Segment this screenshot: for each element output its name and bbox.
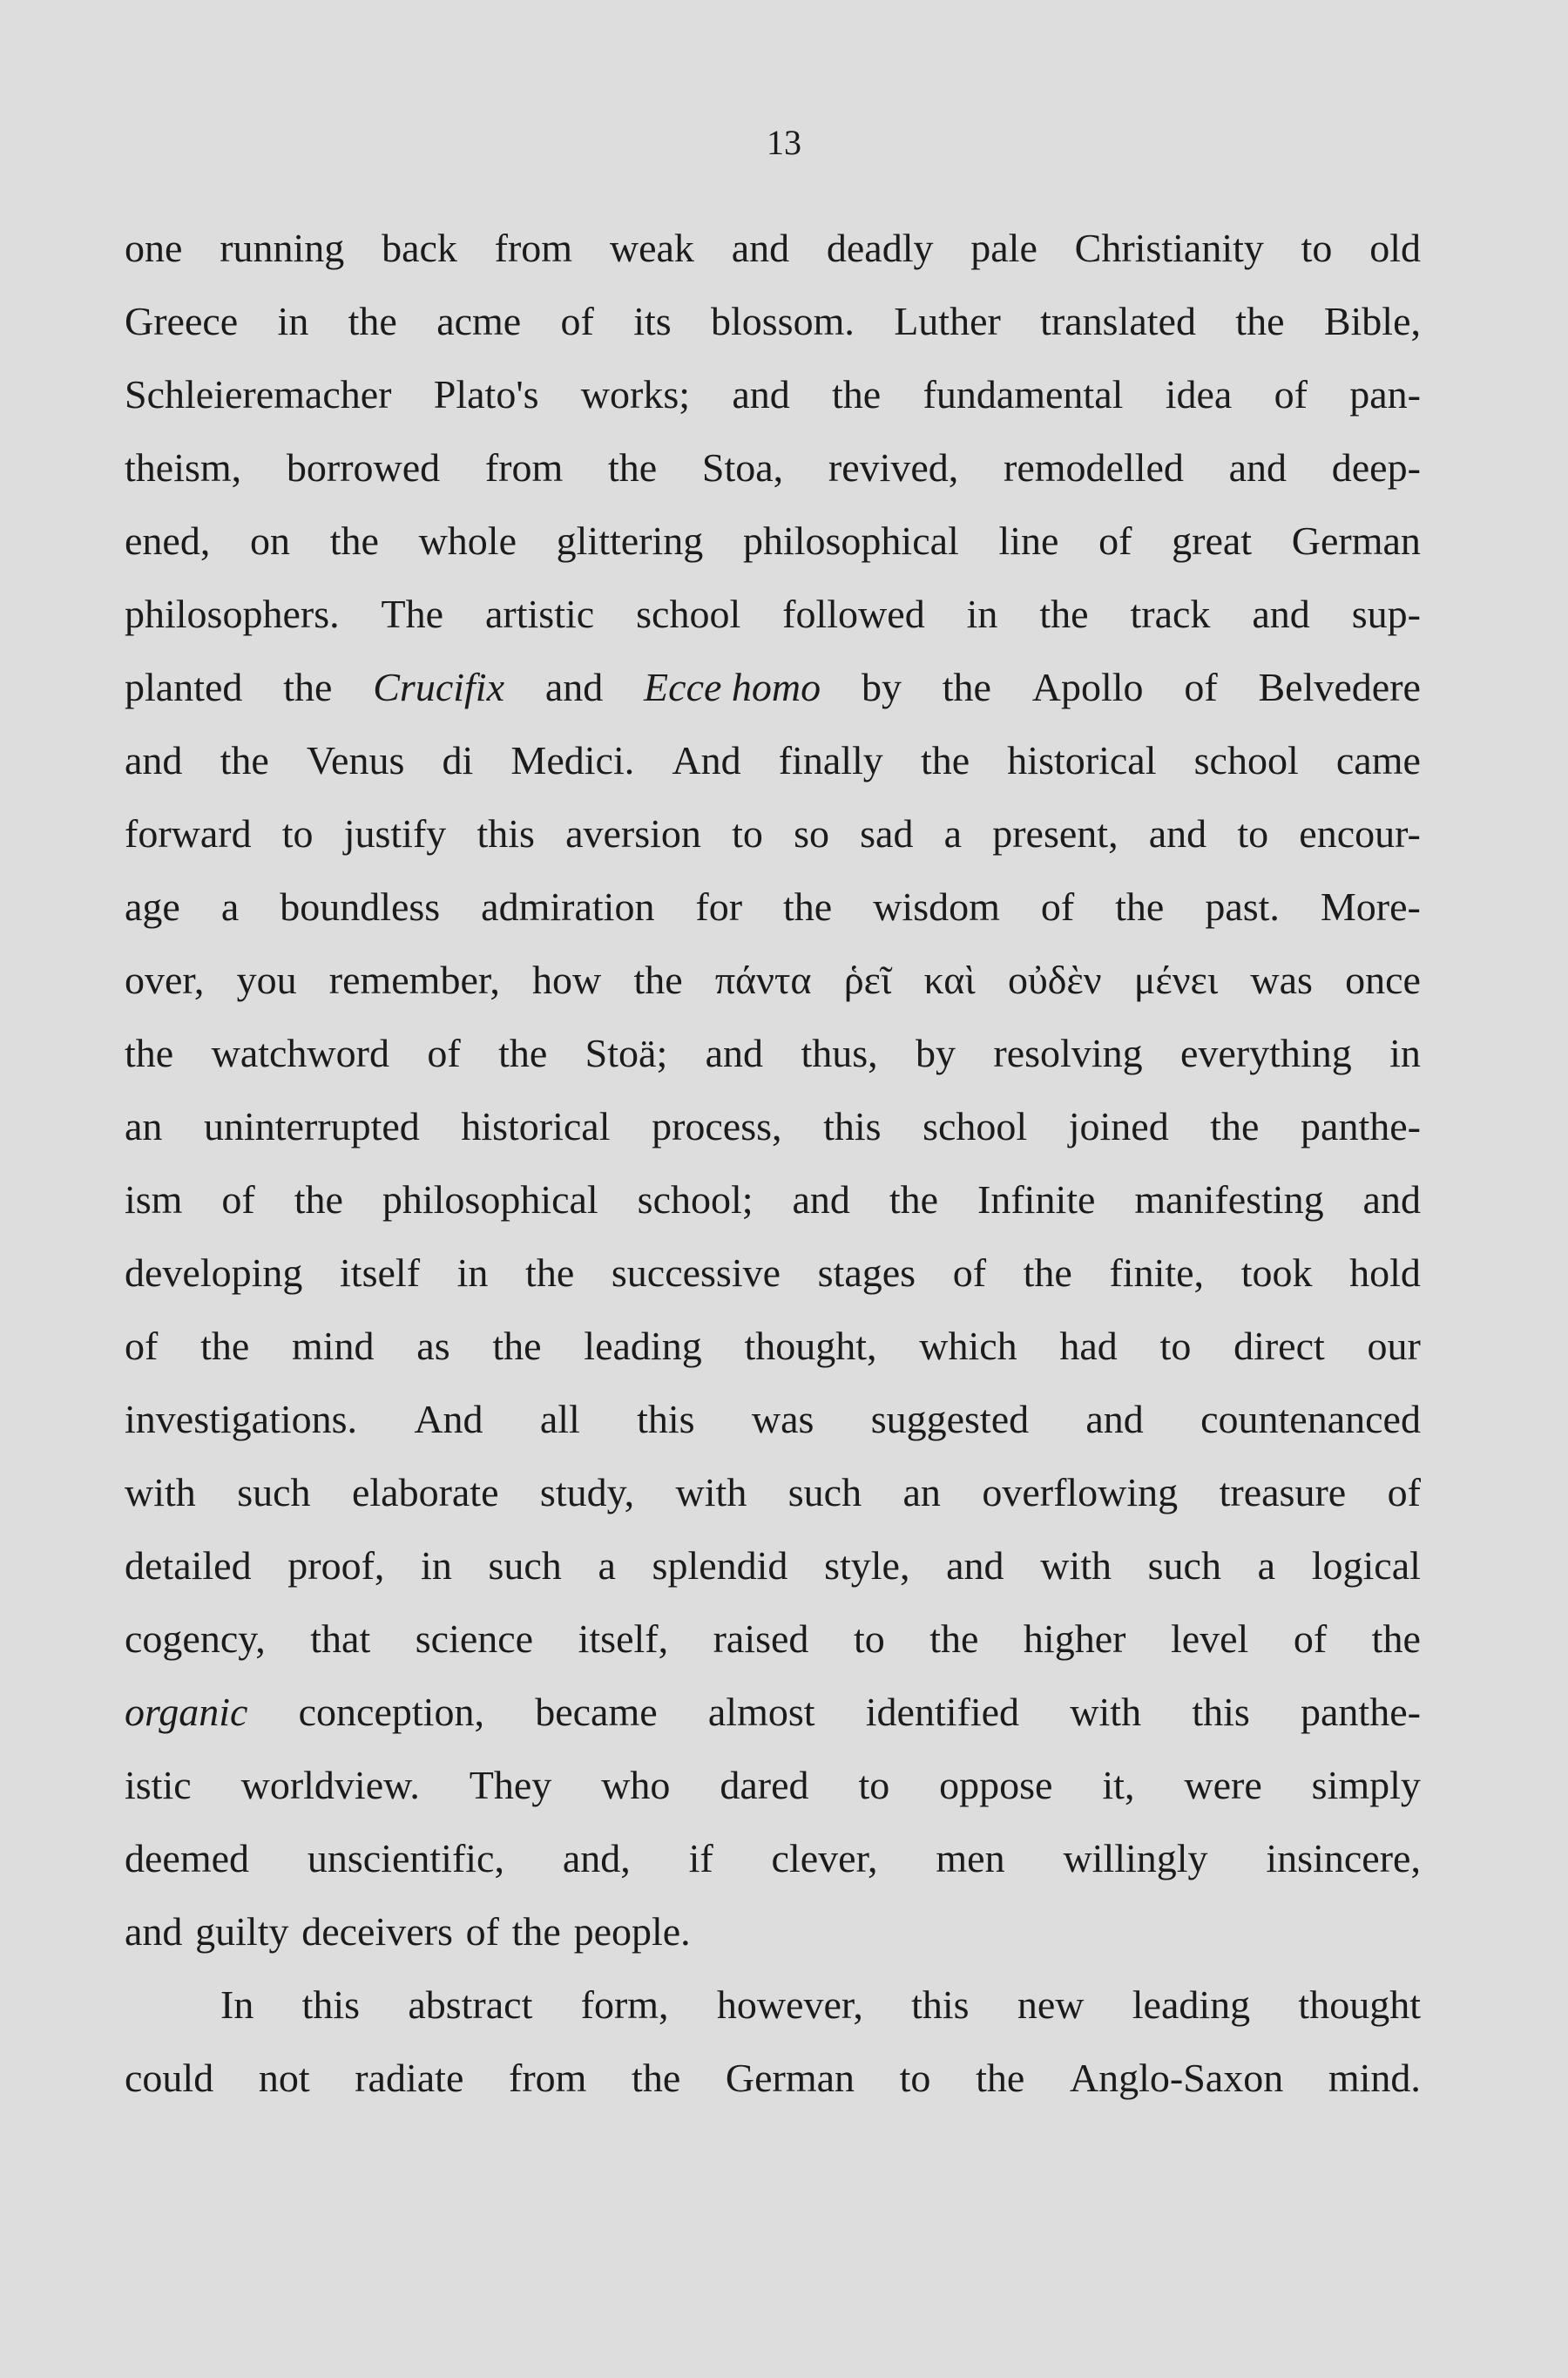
word: was: [751, 1397, 814, 1441]
word: worldview.: [240, 1763, 420, 1807]
word: you: [236, 958, 297, 1002]
word: finally: [778, 738, 883, 783]
word: joined: [1068, 1104, 1169, 1148]
text-line: [125, 1383, 1421, 1456]
word: aversion: [565, 811, 701, 856]
word: The: [381, 592, 444, 636]
word: the: [942, 665, 991, 709]
word: great: [1172, 518, 1253, 563]
word: Plato's: [433, 372, 539, 417]
word: everything: [1180, 1031, 1352, 1075]
text-line: [125, 651, 1421, 724]
word: οὐδὲν: [1007, 958, 1102, 1002]
word: for: [695, 884, 743, 929]
word: ῥεῖ: [843, 958, 892, 1002]
word: and: [705, 1031, 764, 1075]
word: Anglo-Saxon: [1069, 2056, 1284, 2100]
word: artistic: [485, 592, 595, 636]
word: willingly: [1063, 1836, 1208, 1880]
word: with: [1070, 1690, 1142, 1734]
word: Bible,: [1323, 299, 1421, 343]
word: the: [783, 884, 833, 929]
word: philosophical: [382, 1177, 598, 1222]
word: pan-: [1349, 372, 1421, 417]
word: of: [1387, 1470, 1421, 1514]
word: identified: [865, 1690, 1020, 1734]
word: idea: [1165, 372, 1233, 417]
word: καὶ: [923, 958, 976, 1002]
word: of: [465, 1909, 499, 1954]
word: leading: [584, 1324, 702, 1368]
word: of: [1184, 665, 1218, 709]
word: the: [889, 1177, 939, 1222]
word: to: [732, 811, 763, 856]
text-line: [125, 505, 1421, 578]
word: works;: [580, 372, 691, 417]
word: the: [348, 299, 397, 343]
word: to: [281, 811, 314, 856]
word: with: [675, 1470, 747, 1514]
word: Luther: [894, 299, 1001, 343]
word: translated: [1040, 299, 1196, 343]
word: such: [787, 1470, 862, 1514]
word: Greece: [125, 299, 239, 343]
text-line: [125, 1602, 1421, 1676]
text-line: [125, 285, 1421, 358]
word: insincere,: [1266, 1836, 1421, 1880]
word: such: [488, 1543, 562, 1588]
word: the: [200, 1324, 250, 1368]
word: logical: [1311, 1543, 1421, 1588]
word: unscientific,: [307, 1836, 504, 1880]
word: and: [1252, 592, 1310, 636]
word: if: [688, 1836, 713, 1880]
word: boundless: [280, 884, 441, 929]
word: Stoa,: [701, 445, 784, 490]
text-line: [125, 1749, 1421, 1822]
word: school;: [637, 1177, 754, 1222]
word: almost: [707, 1690, 815, 1734]
word: admiration: [481, 884, 655, 929]
word: radiate: [355, 2056, 464, 2100]
word: to: [858, 1763, 890, 1807]
word: panthe-: [1301, 1104, 1421, 1148]
text-line: [125, 1090, 1421, 1163]
word: by: [916, 1031, 956, 1075]
word: the: [283, 665, 333, 709]
word: And: [414, 1397, 483, 1441]
word: a: [943, 811, 963, 856]
word: Christianity: [1074, 226, 1264, 270]
word: with: [1040, 1543, 1112, 1588]
word: mind: [292, 1324, 375, 1368]
word: abstract: [408, 1982, 533, 2027]
word: wisdom: [873, 884, 1000, 929]
word: ism: [125, 1177, 183, 1222]
word: who: [601, 1763, 671, 1807]
word: which: [919, 1324, 1017, 1368]
word: Venus: [306, 738, 405, 783]
word: to: [1301, 226, 1333, 270]
word: track: [1130, 592, 1211, 636]
word: present,: [992, 811, 1119, 856]
word: past.: [1205, 884, 1280, 929]
word: the: [920, 738, 970, 783]
word: people.: [573, 1909, 691, 1954]
word: the: [1235, 299, 1285, 343]
word: remodelled: [1004, 445, 1184, 490]
word: could: [125, 2056, 214, 2100]
word: Apollo: [1031, 665, 1144, 709]
word: men: [936, 1836, 1005, 1880]
text-line: [125, 2042, 1421, 2115]
text-line: [125, 1310, 1421, 1383]
word: the: [976, 2056, 1025, 2100]
word: historical: [1007, 738, 1157, 783]
text-line: [125, 578, 1421, 651]
text-line: [125, 1676, 1421, 1749]
word: this: [476, 811, 535, 856]
word: planted: [125, 665, 243, 709]
word: elaborate: [351, 1470, 499, 1514]
word: became: [535, 1690, 658, 1734]
word: of: [1098, 518, 1132, 563]
word: oppose: [939, 1763, 1053, 1807]
word: clever,: [771, 1836, 878, 1880]
word: level: [1170, 1616, 1249, 1661]
word: and: [1362, 1177, 1421, 1222]
word: panthe-: [1301, 1690, 1421, 1734]
word: ened,: [125, 518, 211, 563]
word: philosophers.: [125, 592, 340, 636]
word: back: [382, 226, 457, 270]
word: justify: [343, 811, 447, 856]
word: acme: [436, 299, 522, 343]
word: the: [633, 958, 683, 1002]
word: and: [731, 226, 790, 270]
word: proof,: [287, 1543, 385, 1588]
word: the: [929, 1616, 979, 1661]
word: successive: [611, 1250, 781, 1295]
word: leading: [1132, 1982, 1251, 2027]
word: resolving: [993, 1031, 1143, 1075]
word: a: [1257, 1543, 1276, 1588]
word: a: [220, 884, 240, 929]
word: itself,: [578, 1616, 669, 1661]
word: running: [220, 226, 345, 270]
word: form,: [580, 1982, 669, 2027]
word: such: [1147, 1543, 1221, 1588]
word: forward: [125, 811, 252, 856]
word: the: [525, 1250, 575, 1295]
word: πάντα: [714, 958, 812, 1002]
italic-phrase: organic: [125, 1690, 248, 1734]
word: direct: [1233, 1324, 1325, 1368]
word: and: [792, 1177, 850, 1222]
word: conception,: [298, 1690, 484, 1734]
word: the: [125, 1031, 174, 1075]
word: in: [421, 1543, 452, 1588]
word: as: [416, 1324, 450, 1368]
word: of: [952, 1250, 987, 1295]
body-text: [125, 212, 1421, 2115]
word: In: [220, 1982, 254, 2027]
word: that: [310, 1616, 371, 1661]
word: it,: [1102, 1763, 1135, 1807]
word: the: [294, 1177, 343, 1222]
word: investigations.: [125, 1397, 358, 1441]
word: mind.: [1328, 2056, 1421, 2100]
word: the: [1115, 884, 1165, 929]
word: cogency,: [125, 1616, 266, 1661]
text-line: [125, 1895, 1421, 1968]
word: the: [1210, 1104, 1260, 1148]
word: of: [1274, 372, 1308, 417]
word: suggested: [870, 1397, 1030, 1441]
word: Stoä;: [585, 1031, 668, 1075]
word: Infinite: [977, 1177, 1096, 1222]
word: of: [1293, 1616, 1328, 1661]
word: borrowed: [286, 445, 441, 490]
word: took: [1240, 1250, 1313, 1295]
word: blossom.: [711, 299, 855, 343]
word: school: [636, 592, 741, 636]
word: di: [442, 738, 474, 783]
word: and: [1085, 1397, 1144, 1441]
word: remember,: [328, 958, 500, 1002]
word: had: [1059, 1324, 1118, 1368]
word: Medici.: [510, 738, 635, 783]
word: finite,: [1109, 1250, 1205, 1295]
word: by: [861, 665, 902, 709]
word: to: [853, 1616, 885, 1661]
word: line: [998, 518, 1059, 563]
word: countenanced: [1200, 1397, 1421, 1441]
word: one: [125, 226, 183, 270]
word: the: [498, 1031, 548, 1075]
word: Belvedere: [1258, 665, 1421, 709]
word: And: [672, 738, 741, 783]
word: with: [125, 1470, 196, 1514]
word: school: [1193, 738, 1299, 783]
word: deadly: [826, 226, 934, 270]
word: splendid: [652, 1543, 788, 1588]
word: in: [277, 299, 309, 343]
word: came: [1335, 738, 1421, 783]
word: was: [1250, 958, 1313, 1002]
word: to: [1237, 811, 1269, 856]
word: the: [832, 372, 882, 417]
word: such: [237, 1470, 311, 1514]
word: this: [1192, 1690, 1250, 1734]
word: the: [511, 1909, 561, 1954]
text-line: [125, 944, 1421, 1017]
word: and: [544, 665, 604, 709]
word: dared: [720, 1763, 809, 1807]
word: an: [902, 1470, 941, 1514]
word: not: [258, 2056, 310, 2100]
word: manifesting: [1134, 1177, 1324, 1222]
word: German: [725, 2056, 855, 2100]
text-line: [125, 1529, 1421, 1602]
word: of: [125, 1324, 159, 1368]
word: deep-: [1331, 445, 1421, 490]
word: study,: [539, 1470, 635, 1514]
word: this: [637, 1397, 695, 1441]
text-line: [125, 1968, 1421, 2042]
word: all: [539, 1397, 580, 1441]
word: raised: [713, 1616, 809, 1661]
word: school: [923, 1104, 1028, 1148]
word: the: [632, 2056, 681, 2100]
word: guilty: [195, 1909, 289, 1954]
word: thought: [1298, 1982, 1421, 2027]
word: hold: [1349, 1250, 1421, 1295]
word: and: [946, 1543, 1004, 1588]
text-line: [125, 724, 1421, 797]
text-line: [125, 212, 1421, 285]
word: whole: [418, 518, 517, 563]
word: the: [607, 445, 658, 490]
word: and,: [562, 1836, 631, 1880]
word: sad: [860, 811, 914, 856]
word: the: [492, 1324, 542, 1368]
word: the: [1023, 1250, 1072, 1295]
text-line: [125, 1017, 1421, 1090]
word: age: [125, 884, 180, 929]
word: an: [125, 1104, 163, 1148]
text-line: [125, 871, 1421, 944]
word: from: [494, 226, 573, 270]
word: from: [509, 2056, 587, 2100]
word: old: [1369, 226, 1421, 270]
text-line: [125, 431, 1421, 505]
word: so: [794, 811, 829, 856]
word: of: [221, 1177, 255, 1222]
word: in: [966, 592, 998, 636]
word: detailed: [125, 1543, 252, 1588]
word: istic: [125, 1763, 192, 1807]
italic-phrase: Ecce homo: [644, 665, 821, 709]
word: uninterrupted: [203, 1104, 420, 1148]
word: higher: [1023, 1616, 1126, 1661]
word: over,: [125, 958, 205, 1002]
word: style,: [824, 1543, 910, 1588]
word: deceivers: [301, 1909, 453, 1954]
word: and: [1148, 811, 1207, 856]
text-line: [125, 1456, 1421, 1529]
word: and: [125, 1909, 183, 1954]
word: simply: [1311, 1763, 1421, 1807]
word: and: [732, 372, 790, 417]
word: in: [456, 1250, 489, 1295]
word: and: [125, 738, 183, 783]
word: the: [220, 738, 269, 783]
word: treasure: [1219, 1470, 1347, 1514]
word: this: [301, 1982, 361, 2027]
word: of: [427, 1031, 461, 1075]
word: how: [532, 958, 602, 1002]
word: and: [1228, 445, 1288, 490]
word: to: [899, 2056, 931, 2100]
word: followed: [782, 592, 925, 636]
word: to: [1159, 1324, 1192, 1368]
word: new: [1017, 1982, 1085, 2027]
word: on: [250, 518, 291, 563]
word: of: [560, 299, 594, 343]
word: German: [1291, 518, 1421, 563]
word: our: [1367, 1324, 1421, 1368]
word: revived,: [828, 445, 959, 490]
word: historical: [461, 1104, 611, 1148]
text-line: [125, 1163, 1421, 1236]
word: developing: [125, 1250, 303, 1295]
word: the: [1371, 1616, 1421, 1661]
text-line: [125, 1822, 1421, 1895]
word: sup-: [1351, 592, 1421, 636]
word: fundamental: [923, 372, 1124, 417]
page-number: 13: [767, 123, 801, 162]
word: science: [415, 1616, 534, 1661]
word: theism,: [125, 445, 242, 490]
word: however,: [716, 1982, 863, 2027]
word: thought,: [744, 1324, 877, 1368]
word: stages: [817, 1250, 916, 1295]
word: thus,: [801, 1031, 878, 1075]
word: were: [1184, 1763, 1262, 1807]
word: More-: [1320, 884, 1421, 929]
word: from: [484, 445, 564, 490]
word: itself: [340, 1250, 421, 1295]
word: this: [911, 1982, 970, 2027]
word: weak: [609, 226, 694, 270]
word: process,: [652, 1104, 782, 1148]
text-line: [125, 1236, 1421, 1310]
word: the: [1039, 592, 1089, 636]
word: the: [329, 518, 379, 563]
italic-phrase: Crucifix: [373, 665, 504, 709]
word: watchword: [211, 1031, 389, 1075]
word: in: [1389, 1031, 1421, 1075]
word: this: [823, 1104, 882, 1148]
word: μένει: [1133, 958, 1219, 1002]
word: They: [469, 1763, 552, 1807]
word: its: [633, 299, 672, 343]
text-line: [125, 797, 1421, 871]
word: Schleieremacher: [125, 372, 392, 417]
word: philosophical: [742, 518, 959, 563]
word: glittering: [556, 518, 704, 563]
text-line: [125, 358, 1421, 431]
word: overflowing: [982, 1470, 1179, 1514]
word: a: [598, 1543, 616, 1588]
word: pale: [970, 226, 1037, 270]
word: deemed: [125, 1836, 250, 1880]
word: encour-: [1299, 811, 1421, 856]
word: once: [1345, 958, 1421, 1002]
word: of: [1040, 884, 1075, 929]
